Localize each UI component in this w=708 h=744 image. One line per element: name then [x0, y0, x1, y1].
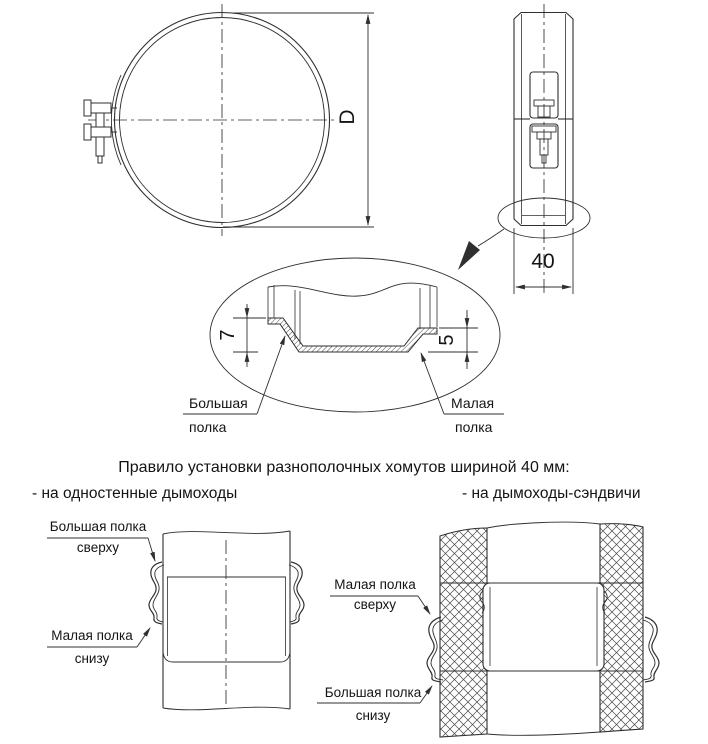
sandwich-bottom-label-line1: Большая полка: [324, 685, 422, 700]
callout-leader: [478, 229, 504, 246]
diameter-dim-label: D: [336, 109, 360, 125]
inner-joint-socket: [483, 583, 604, 671]
sandwich-heading: - на дымоходы-сэндвичи: [462, 485, 641, 502]
break-wave: [268, 283, 437, 296]
small-flange-label-line1: Малая: [451, 395, 495, 411]
big-flange-label-line1: Большая: [189, 395, 248, 411]
dim-7-label: 7: [217, 329, 239, 341]
clamp-profile: [149, 562, 304, 624]
front-view: [84, 4, 374, 236]
insulation-right: [600, 524, 643, 732]
sw-bottom-label-line1: Малая полка: [51, 628, 133, 643]
sandwich-bottom-label-line2: снизу: [355, 708, 391, 723]
strip-section-hatched: [268, 318, 437, 352]
insulation-left: [440, 528, 487, 737]
small-flange-label-line2: полка: [455, 419, 493, 435]
big-flange-label-line2: полка: [189, 419, 227, 435]
sandwich-diagram: [317, 522, 659, 737]
single-wall-heading: - на одностенные дымоходы: [32, 485, 238, 502]
width-40-dim-label: 40: [531, 250, 555, 273]
sandwich-top-label-line1: Малая полка: [334, 577, 416, 592]
single-wall-diagram: [47, 531, 304, 710]
centerlines: [88, 4, 336, 236]
rule-title: Правило установки разнополочных хомутов шириной 40 мм:: [118, 459, 570, 476]
sw-bottom-label-line2: снизу: [74, 651, 110, 666]
sw-top-label-line2: сверху: [76, 540, 120, 555]
sw-top-label-line1: Большая полка: [49, 519, 147, 534]
callout-arrow-icon: [458, 241, 480, 270]
sandwich-top-label-line2: сверху: [353, 597, 397, 612]
dim-5-label: 5: [436, 334, 458, 346]
